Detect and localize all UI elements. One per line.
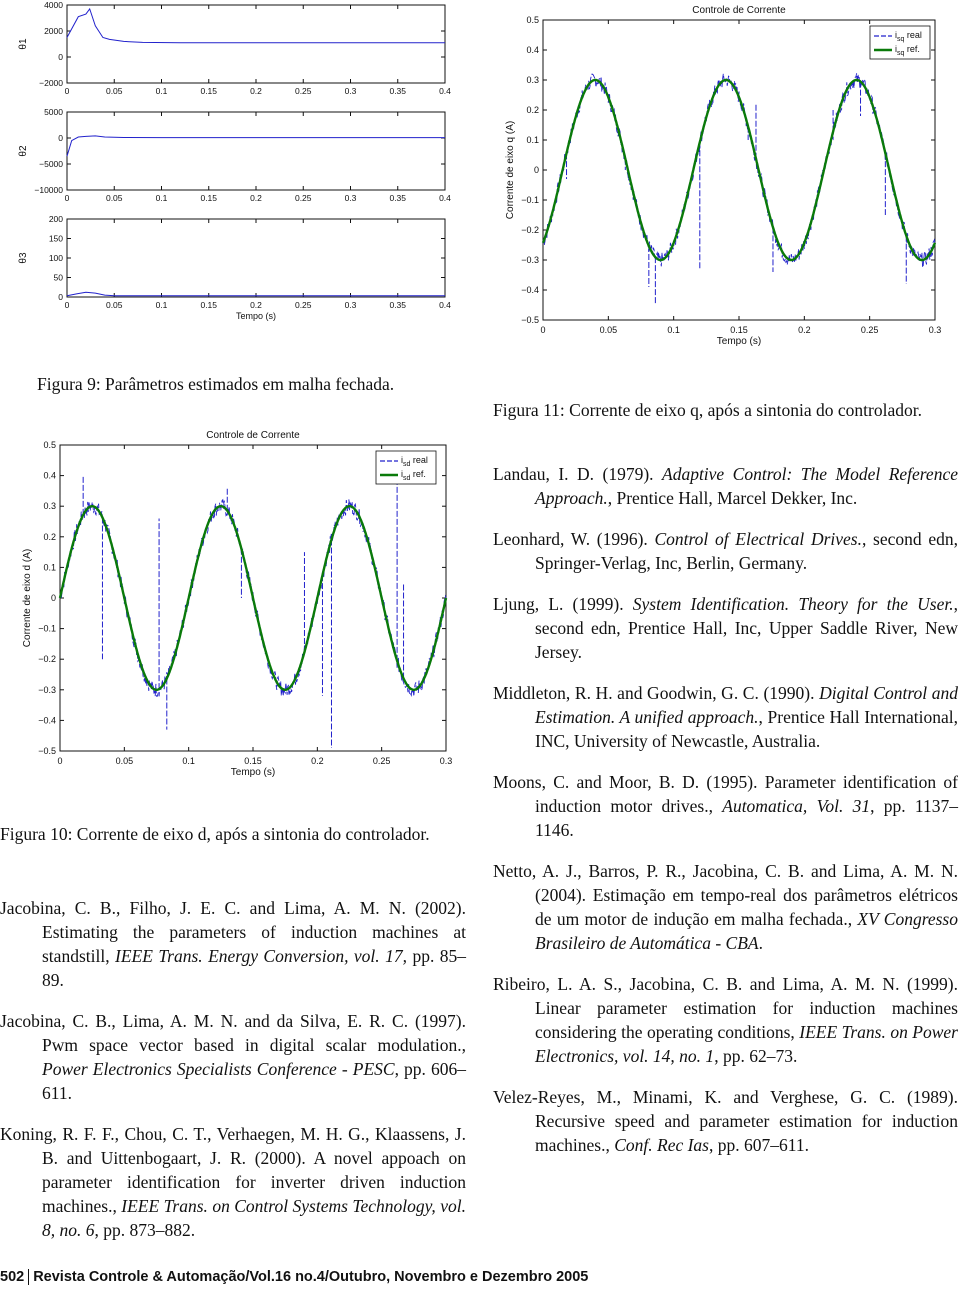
- x-axis-label: Tempo (s): [716, 336, 762, 347]
- y-tick-label: −0.4: [521, 285, 539, 295]
- x-tick-label: 0.3: [439, 756, 453, 766]
- y-tick-label: 0: [50, 593, 56, 603]
- y-tick-label: 0: [58, 133, 63, 143]
- reference-text: , Prentice Hall, Marcel Dekker, Inc.: [607, 488, 858, 508]
- reference-text: Power Electronics Specialists Conference - PESC: [42, 1059, 395, 1079]
- x-tick-label: 0.35: [389, 300, 407, 310]
- y-tick-label: 50: [53, 272, 63, 283]
- reference-text: .: [758, 933, 763, 953]
- chart-legend: [376, 451, 436, 484]
- reference-text: Control of Electrical Drives.: [654, 529, 862, 549]
- reference-entry: [493, 681, 958, 753]
- x-tick-label: 0.15: [730, 325, 748, 335]
- y-tick-label: −10000: [34, 185, 63, 195]
- x-tick-label: 0.4: [439, 300, 451, 310]
- y-tick-label: 0.2: [43, 531, 56, 542]
- x-tick-label: 0: [64, 86, 70, 96]
- reference-text: , second edn, Prentice Hall, Inc, Upper Saddle River, New Jersey.: [535, 594, 958, 662]
- y-tick-label: 0.5: [526, 15, 539, 25]
- x-tick-label: 0.1: [155, 300, 168, 310]
- x-tick-label: 0.2: [311, 756, 324, 766]
- reference-text: Jacobina, C. B., Filho, J. E. C. and Lima, A. M. N. (2002). Estimating the parameters of induction machines at standstill,: [0, 898, 466, 966]
- theta3-plot: [18, 214, 451, 321]
- reference-text: , Prentice Hall International, INC, University of Newcastle, Australia.: [535, 707, 958, 751]
- page-footer: [0, 1269, 592, 1285]
- plot-frame: [67, 219, 445, 297]
- x-axis-label: Tempo (s): [235, 311, 277, 321]
- legend-entry: $i_{sd}$ real: [401, 455, 428, 468]
- x-tick-label: 0.3: [344, 300, 357, 310]
- y-tick-label: 200: [48, 214, 63, 224]
- chart-title: Controle de Corrente: [206, 430, 300, 441]
- y-tick-label: −0.3: [38, 684, 56, 695]
- x-tick-label: 0.1: [667, 325, 680, 335]
- reference-text: System Identification. Theory for the User.: [632, 594, 954, 614]
- y-tick-label: 2000: [44, 26, 63, 36]
- x-tick-label: 0.4: [439, 193, 451, 203]
- y-tick-label: −5000: [39, 159, 63, 169]
- reference-text: Ribeiro, L. A. S., Jacobina, C. B. and Lima, A. M. N. (1999). Linear parameter estimation for induction machines considering the operating conditions,: [493, 974, 958, 1042]
- y-tick-label: −0.2: [38, 654, 56, 665]
- x-tick-label: 0.3: [928, 325, 942, 335]
- y-tick-label: 0.2: [526, 105, 539, 115]
- y-tick-label: 4000: [44, 0, 63, 10]
- reference-text: Conf. Rec Ias: [614, 1135, 709, 1155]
- reference-text: pp. 85–89.: [42, 946, 467, 990]
- x-tick-label: 0: [64, 300, 70, 310]
- y-tick-label: 0.3: [526, 75, 539, 85]
- y-tick-label: 150: [48, 233, 63, 244]
- y-axis-label: θ1: [18, 38, 29, 50]
- reference-entry: [0, 1122, 466, 1242]
- x-tick-label: 0.2: [798, 325, 811, 335]
- x-tick-label: 0.35: [389, 193, 407, 203]
- y-tick-label: 0.4: [43, 470, 56, 481]
- reference-text: XV Congresso Brasileiro de Automática - CBA: [535, 909, 958, 953]
- theta2-plot: [18, 107, 451, 203]
- x-tick-label: 0.2: [250, 300, 262, 310]
- legend-entry: $i_{sd}$ ref.: [401, 469, 426, 482]
- figure-11-caption: Figura 11: Corrente de eixo q, após a sintonia do controlador.: [493, 400, 922, 420]
- reference-text: , pp. 873–882.: [94, 1220, 196, 1240]
- reference-text: Automatica, Vol. 31: [722, 796, 871, 816]
- reference-entry: [0, 896, 466, 992]
- reference-text: Moons, C. and Moor, B. D. (1995). Parameter identification of induction motor drives.,: [493, 772, 958, 816]
- plot-frame: [67, 112, 445, 190]
- x-tick-label: 0.05: [115, 756, 134, 766]
- y-tick-label: 5000: [44, 107, 63, 117]
- reference-text: IEEE Trans. on Power Electronics, vol. 14, no. 1: [535, 1022, 958, 1066]
- y-tick-label: 0.3: [43, 501, 56, 512]
- x-tick-label: 0: [540, 325, 546, 335]
- x-tick-label: 0.05: [105, 300, 123, 310]
- y-tick-label: −0.2: [521, 225, 539, 235]
- y-tick-label: −0.3: [521, 255, 539, 265]
- reference-entry: [493, 859, 958, 955]
- x-tick-label: 0.25: [294, 86, 312, 96]
- journal-info: Revista Controle & Automação/Vol.16 no.4/Outubro, Novembro e Dezembro 2005: [28, 1269, 592, 1285]
- reference-text: Netto, A. J., Barros, P. R., Jacobina, C. B. and Lima, A. M. N. (2004). Estimação em tempo-real dos parâmetros elétricos de um motor de indução em malha fechada.,: [493, 861, 958, 929]
- figure-9-plots: [0, 0, 470, 330]
- y-tick-label: −0.1: [521, 195, 539, 205]
- y-axis-label: θ2: [18, 145, 29, 157]
- y-tick-label: −0.4: [38, 715, 56, 726]
- x-tick-label: 0.15: [200, 86, 218, 96]
- x-tick-label: 0.35: [389, 86, 407, 96]
- x-tick-label: 0.2: [250, 86, 262, 96]
- x-tick-label: 0.05: [105, 86, 123, 96]
- page-number: 502: [0, 1269, 25, 1285]
- reference-text: , pp. 606–611.: [42, 1059, 466, 1103]
- reference-entry: [493, 527, 958, 575]
- y-axis-label: θ3: [18, 252, 29, 264]
- x-tick-label: 0.05: [599, 325, 618, 335]
- plot-frame: [543, 20, 935, 320]
- reference-entry: [0, 1009, 466, 1105]
- x-tick-label: 0.25: [860, 325, 879, 335]
- x-tick-label: 0.3: [344, 193, 357, 203]
- reference-text: IEEE Trans. on Control Systems Technology, vol. 8, no. 6: [42, 1196, 466, 1240]
- reference-text: Digital Control and Estimation. A unified approach.: [535, 683, 958, 727]
- legend-entry: $i_{sq}$ ref.: [895, 44, 920, 57]
- y-axis-label: Corrente de eixo q (A): [505, 120, 516, 220]
- reference-text: Jacobina, C. B., Lima, A. M. N. and da Silva, E. R. C. (1997). Pwm space vector based in digital scalar modulation.,: [0, 1011, 466, 1055]
- y-tick-label: 0.1: [526, 135, 539, 145]
- reference-text: , pp. 62–73.: [714, 1046, 798, 1066]
- x-tick-label: 0.05: [105, 193, 123, 203]
- plot-frame: [67, 5, 445, 83]
- chart-title: Controle de Corrente: [692, 5, 786, 16]
- reference-text: Middleton, R. H. and Goodwin, G. C. (1990).: [493, 683, 820, 703]
- y-tick-label: 100: [48, 253, 63, 263]
- y-tick-label: −2000: [39, 78, 63, 88]
- reference-entry: [493, 1085, 958, 1157]
- y-tick-label: −0.5: [38, 746, 56, 756]
- x-tick-label: 0.25: [294, 300, 312, 310]
- y-tick-label: 0.1: [43, 562, 56, 573]
- y-tick-label: −0.1: [38, 623, 56, 634]
- x-tick-label: 0.3: [344, 86, 357, 96]
- x-tick-label: 0.1: [182, 756, 195, 766]
- y-tick-label: 0.5: [43, 440, 56, 450]
- reference-entry: [493, 592, 958, 664]
- x-tick-label: 0.1: [155, 193, 168, 203]
- x-tick-label: 0.4: [439, 86, 451, 96]
- reference-text: Adaptive Control: The Model Reference Approach.: [535, 464, 958, 508]
- chart-legend: [870, 26, 930, 59]
- references-left-column: [0, 896, 466, 1259]
- reference-text: Leonhard, W. (1996).: [493, 529, 655, 549]
- y-tick-label: 0: [58, 292, 63, 302]
- reference-text: Ljung, L. (1999).: [493, 594, 633, 614]
- reference-entry: [493, 462, 958, 510]
- x-tick-label: 0: [64, 193, 70, 203]
- reference-entry: [493, 770, 958, 842]
- reference-entry: [493, 972, 958, 1068]
- x-tick-label: 0.25: [294, 193, 312, 203]
- y-tick-label: 0: [58, 52, 63, 62]
- y-tick-label: −0.5: [521, 315, 539, 325]
- reference-text: , pp. 1137–1146.: [535, 796, 958, 840]
- reference-text: Velez-Reyes, M., Minami, K. and Verghese, G. C. (1989). Recursive speed and parameter estimation for induction machines.,: [493, 1087, 958, 1155]
- reference-text: Landau, I. D. (1979).: [493, 464, 662, 484]
- x-tick-label: 0.15: [200, 193, 218, 203]
- y-axis-label: Corrente de eixo d (A): [22, 548, 33, 648]
- figure-9-caption: Figura 9: Parâmetros estimados em malha fechada.: [37, 374, 395, 394]
- x-axis-label: Tempo (s): [230, 767, 276, 778]
- references-right-column: [493, 462, 958, 1174]
- x-tick-label: 0.25: [372, 756, 391, 766]
- y-tick-label: 0: [533, 165, 539, 175]
- theta1-plot: [18, 0, 451, 96]
- x-tick-label: 0: [57, 756, 63, 766]
- y-tick-label: 0.4: [526, 45, 539, 55]
- figure-10-d-axis-current-chart: [0, 425, 470, 785]
- reference-text: Koning, R. F. F., Chou, C. T., Verhaegen, M. H. G., Klaassens, J. B. and Uittenbogaart, J. R. (2000). A novel appoach on parameter identification for inverter driven induction machines.,: [0, 1124, 466, 1216]
- reference-text: , pp. 607–611.: [709, 1135, 809, 1155]
- figure-10-caption: Figura 10: Corrente de eixo d, após a sintonia do controlador.: [0, 824, 430, 844]
- x-tick-label: 0.15: [244, 756, 262, 766]
- x-tick-label: 0.15: [200, 300, 218, 310]
- x-tick-label: 0.1: [155, 86, 168, 96]
- reference-text: , second edn, Springer-Verlag, Inc, Berlin, Germany.: [535, 529, 958, 573]
- legend-entry: $i_{sq}$ real: [895, 30, 922, 43]
- x-tick-label: 0.2: [250, 193, 262, 203]
- figure-11-q-axis-current-chart: [500, 0, 960, 355]
- reference-text: IEEE Trans. Energy Conversion, vol. 17,: [115, 946, 407, 966]
